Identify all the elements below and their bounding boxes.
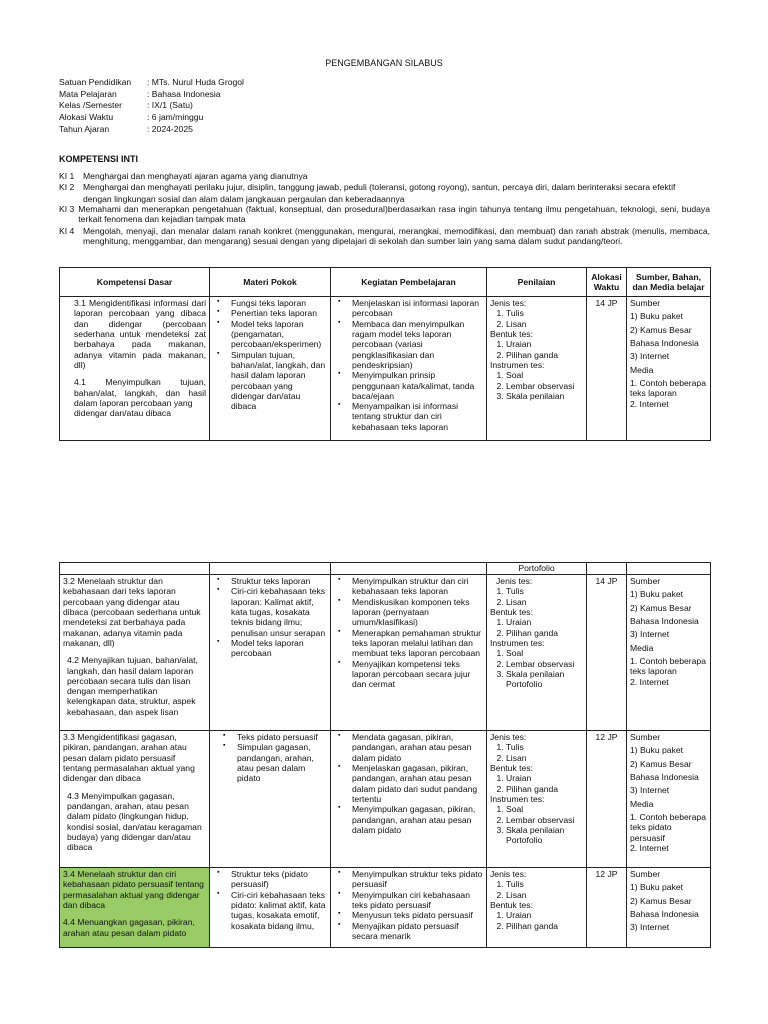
document-title: PENGEMBANGAN SILABUS	[325, 58, 443, 68]
source-line: Bahasa Indonesia	[630, 908, 699, 919]
header-penilaian: Penilaian	[487, 268, 587, 297]
source-line: 2) Kamus Besar	[630, 602, 692, 613]
list-item: ▪ Struktur teks laporan	[231, 576, 327, 586]
source-line: Sumber	[630, 869, 661, 879]
penilaian-heading: Jenis tes:	[490, 732, 527, 742]
table-row	[60, 731, 711, 868]
source-line: 1) Buku paket	[630, 882, 684, 893]
list-item: 2. Pilihan ganda	[506, 921, 583, 931]
list-item: 2. Pilihan ganda	[506, 628, 583, 638]
penilaian-list	[490, 648, 583, 689]
source-line: Bahasa Indonesia	[630, 337, 699, 348]
penilaian-list	[490, 617, 583, 638]
ki-item	[59, 182, 710, 192]
list-item: ▪ Ciri-ciri kebahasaan teks laporan: Kalimat aktif, kata tugas, kosakata teknis bidang ilmu; penulisan unsur serapan	[231, 586, 327, 638]
penilaian-heading: Bentuk tes:	[490, 762, 533, 773]
kd-text: didengar dan/atau dibaca	[74, 408, 171, 419]
list-item: 1. Uraian	[506, 773, 583, 783]
penilaian-heading: Instrumen tes:	[490, 793, 545, 804]
list-item: ▪ Model teks laporan percobaan	[231, 638, 327, 659]
list-item: ▪ Menyimpulkan ciri kebahasaan teks pidato persuasif	[352, 890, 483, 911]
list-item: 1. Soal	[506, 804, 583, 814]
kd-text: 4.2 Menyajikan tujuan, bahan/alat, langkah, dan hasil dalam laporan percobaan secara tulis dan lisan dengan memperhatikan kelengkapan data, struktur, aspek kebahasaan, dan aspek lisan	[67, 655, 198, 717]
penilaian-cell	[487, 297, 587, 441]
list-item: 1. Uraian	[506, 339, 583, 349]
list-item: ▪ Simpulan gagasan, pandangan, arahan, atau pesan dalam pidato	[237, 742, 327, 783]
list-item: 1. Tulis	[506, 742, 583, 752]
list-item: 1. Soal	[506, 648, 583, 658]
source-line: Sumber	[630, 576, 661, 586]
penilaian-heading: Jenis tes:	[496, 576, 533, 586]
penilaian-list	[490, 804, 583, 845]
ki-text: Memahami dan menerapkan pengetahuan (faktual, konseptual, dan prosedural)berdasarkan rasa ingin tahunya tentang ilmu pengetahuan, teknologi, seni, budaya terkait fenomena dan kejadian tampak mata	[78, 203, 710, 225]
source-line: 1) Buku paket	[630, 589, 684, 600]
sumber-cell	[627, 575, 711, 731]
penilaian-heading: Instrumen tes:	[490, 359, 545, 370]
header-materi: Materi Pokok	[210, 268, 331, 297]
penilaian-heading: Instrumen tes:	[490, 637, 545, 648]
list-item: 2. Lisan	[506, 753, 583, 763]
source-line: 2. Internet	[630, 398, 669, 409]
source-line: 2. Internet	[630, 842, 669, 853]
penilaian-heading: Bentuk tes:	[490, 899, 533, 910]
list-item: ▪ Menyajikan pidato persuasif secara menarik	[352, 921, 483, 942]
kd-text: 3.4 Menelaah struktur dan ciri kebahasaan pidato persuasif tentang permasalahan aktual yang didengar dan dibaca	[63, 869, 204, 910]
kd-text: 4.3 Menyimpulkan gagasan, pandangan, arahan, atau pesan dalam pidato (lingkungan hidup, kondisi sosial, dan/atau keragaman budaya) yang didengar dan/atau dibaca	[67, 790, 202, 853]
source-line: 1. Contoh beberapa teks laporan	[630, 377, 706, 399]
identity-value: : MTs. Nurul Huda Grogol	[147, 77, 244, 87]
identity-block	[59, 77, 244, 135]
alokasi-cell: 12 JP	[587, 731, 627, 868]
alokasi-cell: 14 JP	[587, 297, 627, 441]
ki-text: Menghargai dan menghayati ajaran agama yang dianutnya	[83, 171, 308, 181]
kegiatan-list	[334, 576, 483, 689]
source-line: Media	[630, 364, 654, 375]
materi-list	[213, 576, 327, 659]
table-row	[60, 297, 711, 441]
penilaian-heading: Jenis tes:	[490, 298, 527, 308]
source-line: 2) Kamus Besar	[630, 895, 692, 906]
list-item: ▪ Ciri-ciri kebahasaan teks pidato: kalimat aktif, kata tugas, kosakata emotif, kosakata bidang ilmu,	[231, 890, 327, 931]
penilaian-cell	[487, 731, 587, 868]
list-item: ▪ Fungsi teks laporan	[231, 298, 327, 308]
source-line: 1. Contoh beberapa teks pidato persuasif	[630, 811, 706, 843]
list-item: 2. Lembar observasi	[506, 381, 583, 391]
kd-cell-highlighted	[60, 868, 210, 948]
alokasi-cell: 14 JP	[587, 575, 627, 731]
source-line: Sumber	[630, 298, 661, 308]
source-line: Media	[630, 798, 654, 809]
sumber-cell	[627, 297, 711, 441]
header-sumber: Sumber, Bahan, dan Media belajar	[627, 268, 711, 297]
kd-text: 4.4 Menuangkan gagasan, pikiran, arahan atau pesan dalam pidato	[63, 917, 195, 938]
list-item: ▪ Menyampaikan isi informasi tentang struktur dan ciri kebahasaan teks laporan	[352, 401, 483, 432]
penilaian-list	[490, 308, 583, 329]
portofolio-carryover: Portofolio	[487, 563, 587, 575]
ki-list	[59, 171, 710, 247]
sumber-cell	[627, 731, 711, 868]
syllabus-table-page1	[59, 267, 711, 441]
ki-text-continued: dengan lingkungan sosial dan alam dalam jangkauan pergaulan dan keberadaannya	[83, 193, 405, 204]
list-item: ▪ Struktur teks (pidato persuasif)	[231, 869, 327, 890]
penilaian-list	[490, 339, 583, 360]
ki-text: Mengolah, menyaji, dan menalar dalam ranah konkret (menggunakan, mengurai, merangkai, memodifikasi, dan membuat) dan ranah abstrak (menulis, membaca, menghitung, menggambar, dan mengarang) sesuai dengan yang dipelajari di sekolah dan sumber lain yang sama dalam sudut pandang/teori.	[83, 225, 710, 246]
list-item: 3. Skala penilaian Portofolio	[506, 825, 583, 846]
ki-item	[59, 171, 710, 181]
list-item: 1. Tulis	[506, 586, 583, 596]
penilaian-list	[490, 773, 583, 794]
list-item: ▪ Teks pidato persuasif	[237, 732, 327, 742]
kd-text: 3.2 Menelaah struktur dan kebahasaan dari teks laporan percobaan yang didengar atau dibaca (percobaan sederhana untuk mendeteksi zat berbahaya pada makanan, adanya vitamin pada makanan, dll)	[63, 576, 201, 648]
list-item: ▪ Menyimpulkan struktur teks pidato persuasif	[352, 869, 483, 890]
kd-text: 4.1 Menyimpulkan tujuan, bahan/alat, langkah, dan hasil dalam laporan percobaan yang	[74, 377, 206, 408]
identity-label: Tahun Ajaran	[59, 123, 110, 134]
identity-value: : Bahasa Indonesia	[147, 88, 221, 99]
materi-cell	[210, 868, 331, 948]
list-item: 1. Tulis	[506, 308, 583, 318]
list-item: 1. Tulis	[506, 879, 583, 889]
kegiatan-cell	[331, 868, 487, 948]
identity-value: : IX/1 (Satu)	[147, 100, 193, 111]
identity-label: Kelas /Semester	[59, 100, 123, 111]
list-item: 2. Lisan	[506, 890, 583, 900]
table-row	[60, 868, 711, 948]
list-item: 2. Lembar observasi	[506, 659, 583, 669]
source-line: 3) Internet	[630, 629, 670, 640]
ki-label: KI 2	[59, 182, 75, 193]
list-item: 2. Lembar observasi	[506, 815, 583, 825]
kegiatan-cell	[331, 575, 487, 731]
kd-text: 3.1 Mengidentifikasi informasi dari laporan percobaan yang dibaca dan didengar (percobaan sederhana untuk mendeteksi zat berbahaya pada makanan, adanya vitamin pada makanan, dll)	[74, 298, 206, 370]
list-item: ▪ Menerapkan pemahaman struktur teks laporan melalui latihan dan membuat teks laporan percobaan	[352, 628, 483, 659]
penilaian-heading: Jenis tes:	[490, 869, 527, 879]
list-item: 2. Pilihan ganda	[506, 350, 583, 360]
list-item: ▪ Menjelaskan gagasan, pikiran, pandangan, arahan atau pesan dalam pidato dari sudut pandang tertentu	[352, 763, 483, 804]
source-line: 2) Kamus Besar	[630, 324, 692, 335]
penilaian-list	[490, 879, 583, 900]
kegiatan-cell	[331, 297, 487, 441]
kegiatan-list	[334, 869, 483, 941]
list-item: 3. Skala penilaian	[506, 391, 583, 401]
ki-label: KI 1	[59, 171, 75, 181]
kd-cell	[60, 297, 210, 441]
identity-label: Mata Pelajaran	[59, 88, 117, 99]
header-kd: Kompetensi Dasar	[60, 268, 210, 297]
list-item: ▪ Menyusun teks pidato persuasif	[352, 910, 483, 920]
list-item: 2. Pilihan ganda	[506, 784, 583, 794]
source-line: 3) Internet	[630, 785, 670, 796]
list-item: 1. Soal	[506, 370, 583, 380]
header-kegiatan: Kegiatan Pembelajaran	[331, 268, 487, 297]
syllabus-table-page2	[59, 562, 711, 948]
kegiatan-list	[334, 298, 483, 432]
materi-list	[213, 732, 327, 784]
list-item: ▪ Membaca dan menyimpulkan ragam model teks laporan percobaan (variasi pengklasifikasian dan pendeskripsian)	[352, 319, 483, 371]
kd-cell	[60, 575, 210, 731]
materi-list	[213, 298, 327, 411]
list-item: 2. Lisan	[506, 319, 583, 329]
source-line: Media	[630, 642, 654, 653]
list-item: ▪ Penertian teks laporan	[231, 308, 327, 318]
list-item: 1. Uraian	[506, 910, 583, 920]
sumber-cell	[627, 868, 711, 948]
penilaian-heading: Bentuk tes:	[490, 328, 533, 339]
list-item: 2. Lisan	[506, 597, 583, 607]
source-line: Sumber	[630, 732, 661, 742]
materi-cell	[210, 575, 331, 731]
penilaian-list	[490, 370, 583, 401]
alokasi-cell: 12 JP	[587, 868, 627, 948]
materi-list	[213, 869, 327, 931]
list-item: ▪ Mendiskusikan komponen teks laporan (pernyataan umum/klasifikasi)	[352, 597, 483, 628]
identity-label: Alokasi Waktu	[59, 112, 114, 123]
table-row	[60, 575, 711, 731]
kd-text: 3.3 Mengidentifikasi gagasan, pikiran, pandangan, arahan atau pesan dalam pidato persuasif tentang permasalahan aktual yang didengar dan dibaca	[63, 732, 195, 784]
ki-text: Menghargai dan menghayati perilaku jujur, disiplin, tanggung jawab, peduli (toleransi, gotong royong), santun, percaya diri, dalam berinteraksi secara efektif	[83, 182, 676, 193]
list-item: 1. Uraian	[506, 617, 583, 627]
ki-item	[59, 226, 710, 247]
list-item: ▪ Menyimpulkan struktur dan ciri kebahasaan teks laporan	[352, 576, 483, 597]
penilaian-list	[490, 910, 583, 931]
list-item: ▪ Model teks laporan (pengamatan, percobaan/eksperimen)	[231, 319, 327, 350]
source-line: 3) Internet	[630, 351, 670, 362]
list-item: ▪ Menyajikan kompetensi teks laporan percobaan secara jujur dan cermat	[352, 659, 483, 690]
kd-cell	[60, 731, 210, 868]
source-line: 2. Internet	[630, 676, 669, 687]
header-alokasi: Alokasi Waktu	[587, 268, 627, 297]
list-item: ▪ Mendata gagasan, pikiran, pandangan, arahan atau pesan dalam pidato	[352, 732, 483, 763]
ki-label: KI 3	[59, 203, 75, 214]
source-line: Bahasa Indonesia	[630, 615, 699, 626]
ki-label: KI 4	[59, 225, 75, 236]
penilaian-cell	[487, 575, 587, 731]
kegiatan-cell	[331, 731, 487, 868]
list-item: ▪ Simpulan tujuan, bahan/alat, langkah, dan hasil dalam laporan percobaan yang didengar dan/atau dibaca	[231, 350, 327, 412]
materi-cell	[210, 297, 331, 441]
source-line: 1) Buku paket	[630, 745, 684, 756]
materi-cell	[210, 731, 331, 868]
identity-value: : 6 jam/minggu	[147, 112, 204, 123]
identity-label: Satuan Pendidikan	[59, 77, 132, 87]
ki-heading: KOMPETENSI INTI	[59, 154, 139, 164]
source-line: 2) Kamus Besar	[630, 758, 692, 769]
penilaian-list	[490, 742, 583, 763]
ki-item	[59, 204, 710, 225]
list-item: 3. Skala penilaian Portofolio	[506, 669, 583, 690]
source-line: 3) Internet	[630, 922, 670, 933]
list-item: ▪ Menyimpulkan prinsip penggunaan kata/kalimat, tanda baca/ejaan	[352, 370, 483, 401]
source-line: Bahasa Indonesia	[630, 771, 699, 782]
penilaian-heading: Bentuk tes:	[490, 606, 533, 617]
penilaian-list	[490, 586, 583, 607]
penilaian-cell	[487, 868, 587, 948]
kegiatan-list	[334, 732, 483, 835]
source-line: 1. Contoh beberapa teks laporan	[630, 655, 706, 677]
identity-value: : 2024-2025	[147, 123, 193, 134]
list-item: ▪ Menjelaskan isi informasi laporan percobaan	[352, 298, 483, 319]
list-item: ▪ Menyimpulkan gagasan, pikiran, pandangan, arahan atau pesan dalam pidato	[352, 804, 483, 835]
source-line: 1) Buku paket	[630, 311, 684, 322]
